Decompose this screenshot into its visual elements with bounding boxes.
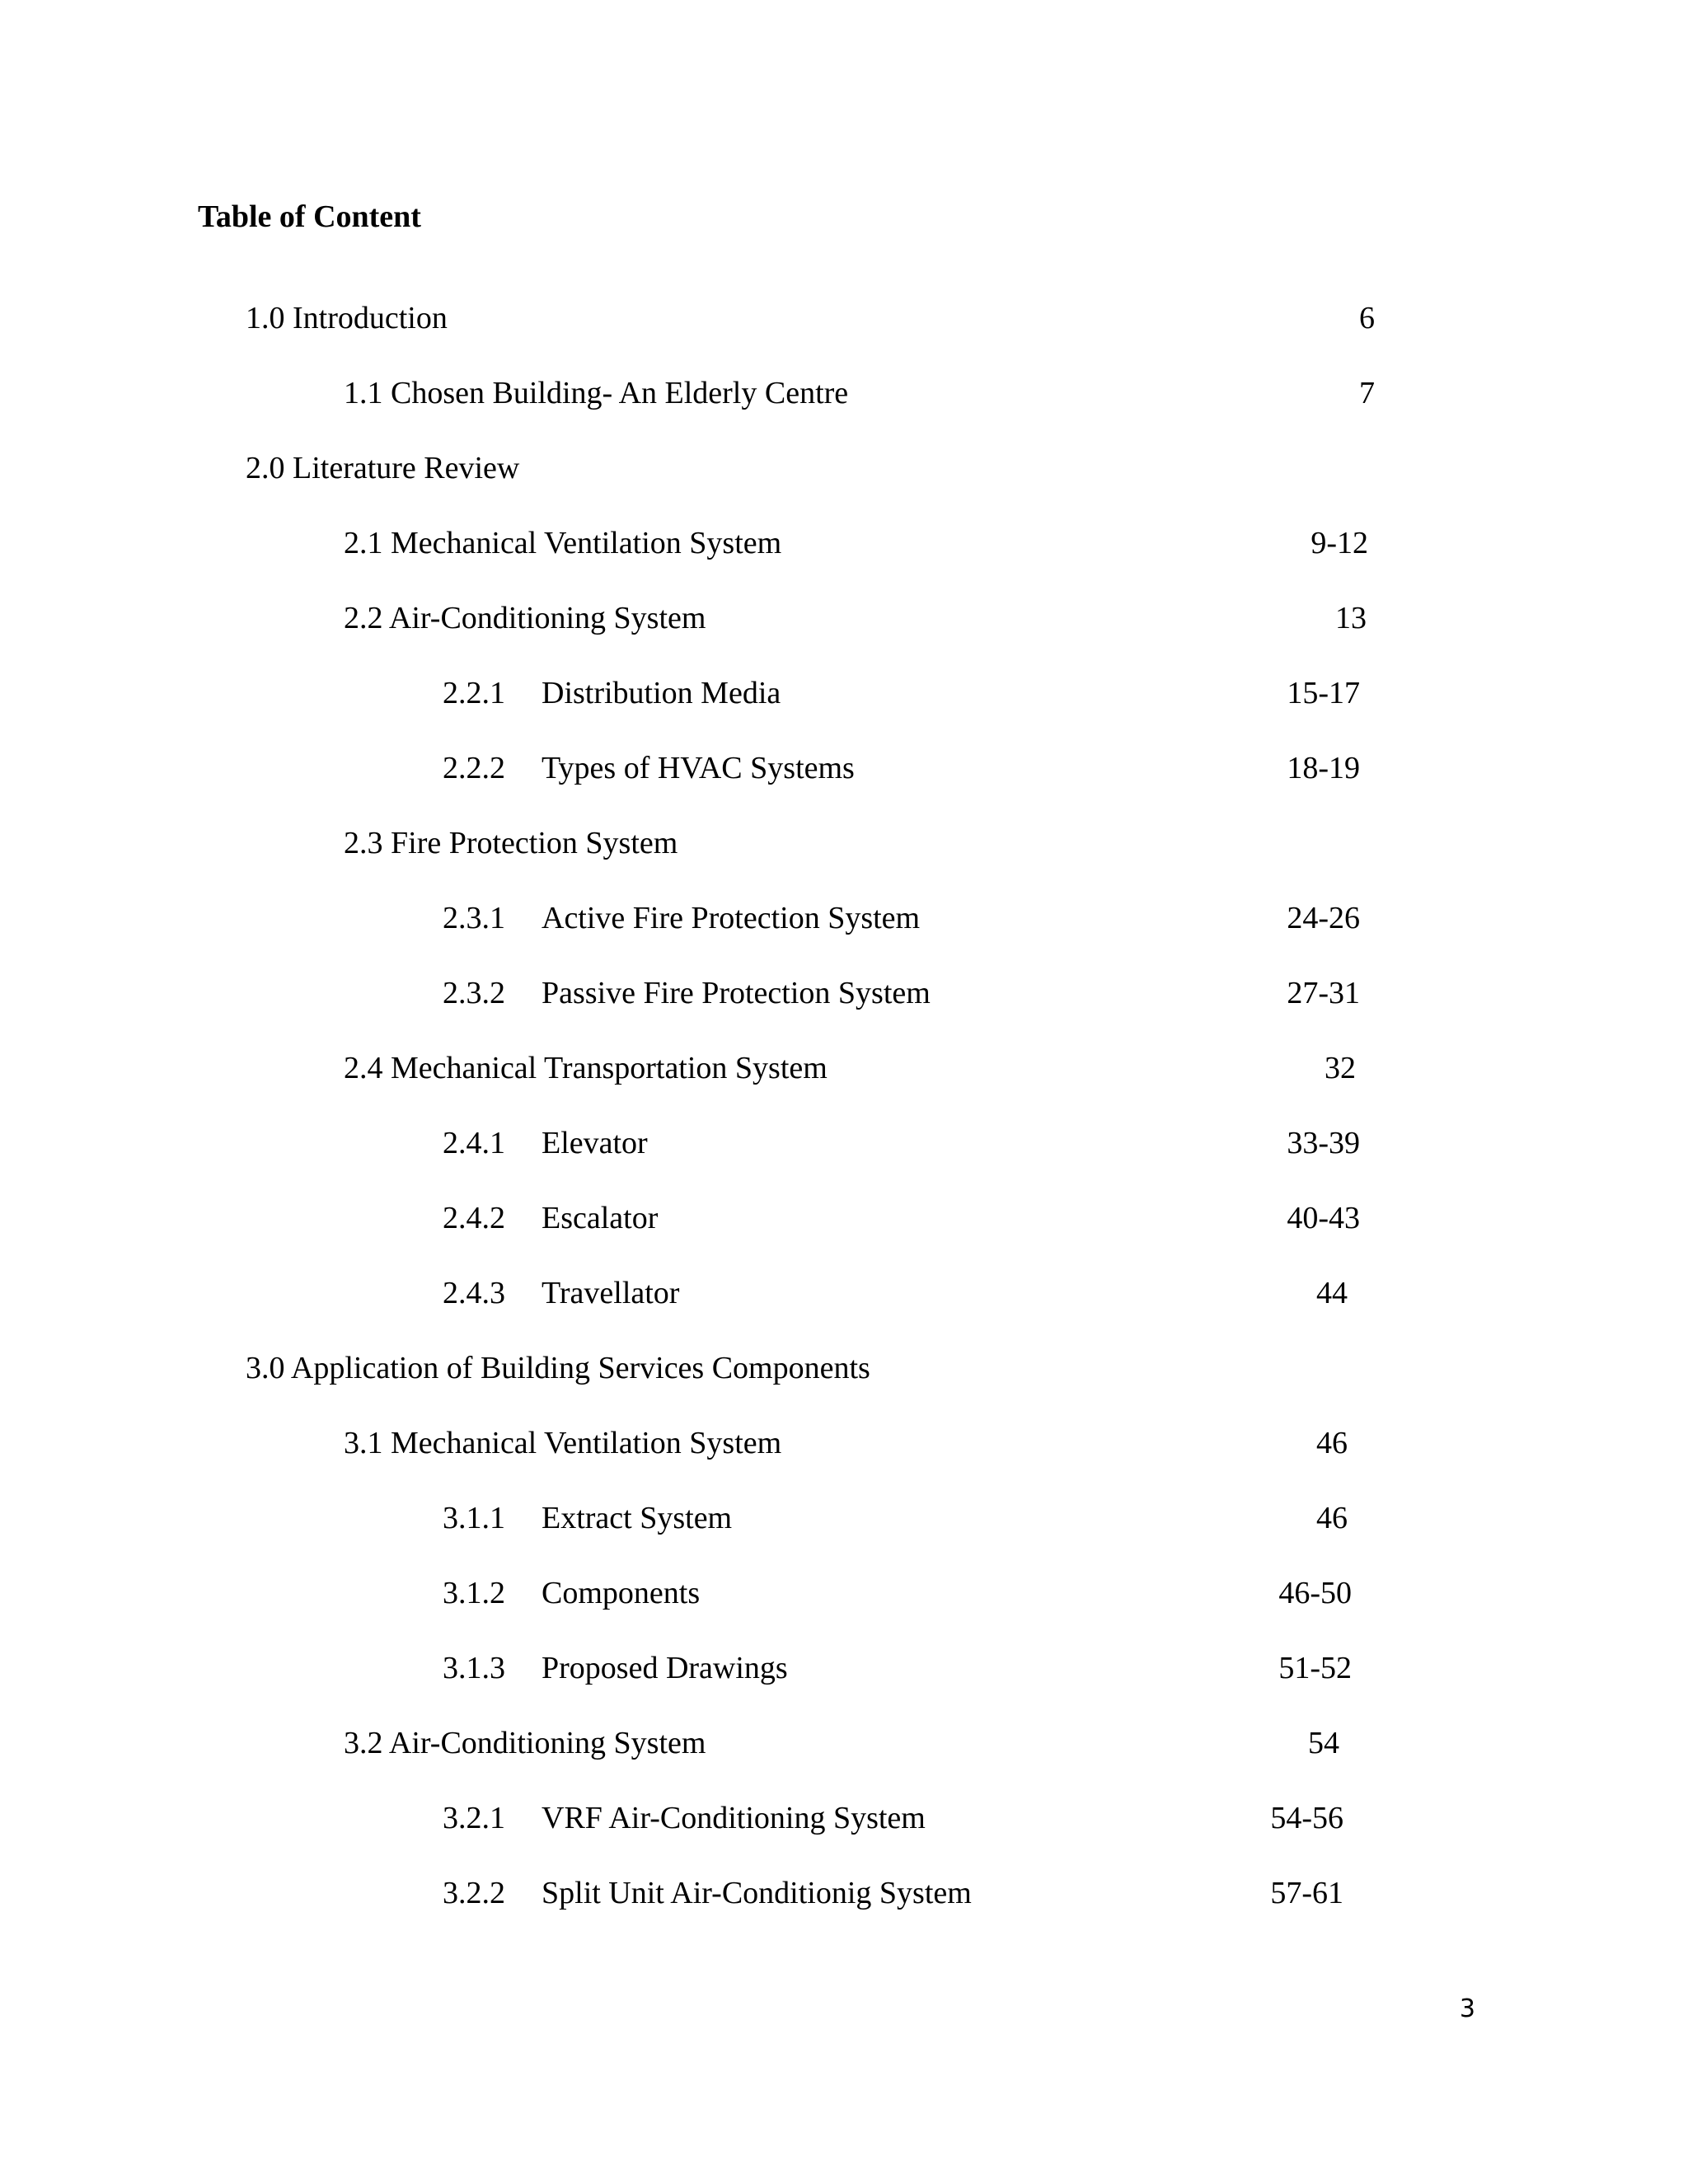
toc-section-title: 3.0 Application of Building Services Components xyxy=(246,1351,870,1385)
toc-entry xyxy=(0,671,1688,715)
toc-section-number: 2.3.1 xyxy=(443,901,505,935)
toc-section-title: Passive Fire Protection System xyxy=(542,976,931,1010)
toc-page-ref: 33-39 xyxy=(1287,1126,1360,1160)
toc-section-number: 2.4.2 xyxy=(443,1201,505,1235)
toc-entry xyxy=(0,521,1688,565)
toc-entry xyxy=(0,896,1688,940)
toc-section-title: Travellator xyxy=(542,1276,680,1310)
toc-page-ref: 40-43 xyxy=(1287,1201,1360,1235)
toc-page-ref: 32 xyxy=(1325,1051,1356,1085)
toc-page-ref: 9-12 xyxy=(1311,526,1368,560)
toc-page-ref: 46 xyxy=(1316,1426,1348,1460)
toc-section-number: 3.2.1 xyxy=(443,1801,505,1835)
toc-page-ref: 44 xyxy=(1316,1276,1348,1310)
toc-page-ref: 6 xyxy=(1359,301,1375,335)
toc-section-title: Active Fire Protection System xyxy=(542,901,921,935)
toc-entry xyxy=(0,1721,1688,1765)
toc-section-title: VRF Air-Conditioning System xyxy=(542,1801,926,1835)
toc-section-number: 3.1.3 xyxy=(443,1651,505,1685)
toc-entry xyxy=(0,971,1688,1015)
toc-section-title: Extract System xyxy=(542,1501,733,1535)
toc-section-title: Distribution Media xyxy=(542,676,781,710)
toc-entry xyxy=(0,1871,1688,1915)
toc-section-title: 3.2 Air-Conditioning System xyxy=(344,1726,706,1760)
toc-section-title: Components xyxy=(542,1576,701,1610)
toc-entry xyxy=(0,1571,1688,1615)
page-number: 3 xyxy=(1459,1994,1475,2023)
toc-entry xyxy=(0,596,1688,640)
toc-page-ref: 54 xyxy=(1308,1726,1339,1760)
toc-page-ref: 27-31 xyxy=(1287,976,1360,1010)
toc-section-title: Escalator xyxy=(542,1201,659,1235)
toc-section-title: Split Unit Air-Conditionig System xyxy=(542,1876,972,1910)
toc-page-ref: 46-50 xyxy=(1278,1576,1352,1610)
page-title: Table of Content xyxy=(198,199,421,234)
toc-entry xyxy=(0,1271,1688,1315)
toc-section-number: 2.4.1 xyxy=(443,1126,505,1160)
toc-entry xyxy=(0,1646,1688,1690)
toc-section-title: Proposed Drawings xyxy=(542,1651,788,1685)
toc-entry xyxy=(0,296,1688,340)
toc-entry xyxy=(0,1196,1688,1240)
toc-entry xyxy=(0,746,1688,790)
toc-section-number: 2.2.1 xyxy=(443,676,505,710)
toc-section-title: 2.0 Literature Review xyxy=(246,451,520,485)
toc-section-title: 1.0 Introduction xyxy=(246,301,448,335)
toc-page-ref: 13 xyxy=(1335,601,1367,635)
toc-entry xyxy=(0,1121,1688,1165)
toc-page-ref: 7 xyxy=(1359,376,1375,410)
toc-section-title: 2.2 Air-Conditioning System xyxy=(344,601,706,635)
toc-page-ref: 15-17 xyxy=(1287,676,1360,710)
toc-section-title: 3.1 Mechanical Ventilation System xyxy=(344,1426,782,1460)
toc-section-title: Elevator xyxy=(542,1126,648,1160)
toc-section-number: 3.1.2 xyxy=(443,1576,505,1610)
toc-page-ref: 54-56 xyxy=(1270,1801,1343,1835)
toc-entry xyxy=(0,371,1688,415)
toc-entry xyxy=(0,1796,1688,1840)
toc-section-number: 2.4.3 xyxy=(443,1276,505,1310)
toc-section-number: 2.2.2 xyxy=(443,751,505,785)
toc-page-ref: 51-52 xyxy=(1278,1651,1352,1685)
toc-section-number: 2.3.2 xyxy=(443,976,505,1010)
toc-entry xyxy=(0,1346,1688,1390)
toc-entry xyxy=(0,1046,1688,1090)
toc-page-ref: 46 xyxy=(1316,1501,1348,1535)
toc-section-number: 3.2.2 xyxy=(443,1876,505,1910)
toc-page-ref: 18-19 xyxy=(1287,751,1360,785)
toc-section-title: 2.4 Mechanical Transportation System xyxy=(344,1051,828,1085)
toc-section-title: 2.3 Fire Protection System xyxy=(344,826,678,860)
toc-section-title: Types of HVAC Systems xyxy=(542,751,855,785)
toc-section-title: 2.1 Mechanical Ventilation System xyxy=(344,526,782,560)
toc-entry xyxy=(0,821,1688,865)
toc-entry xyxy=(0,446,1688,490)
toc-page-ref: 57-61 xyxy=(1270,1876,1343,1910)
toc-section-title: 1.1 Chosen Building- An Elderly Centre xyxy=(344,376,849,410)
toc-section-number: 3.1.1 xyxy=(443,1501,505,1535)
toc-entry xyxy=(0,1496,1688,1540)
toc-entry xyxy=(0,1421,1688,1465)
toc-page-ref: 24-26 xyxy=(1287,901,1360,935)
